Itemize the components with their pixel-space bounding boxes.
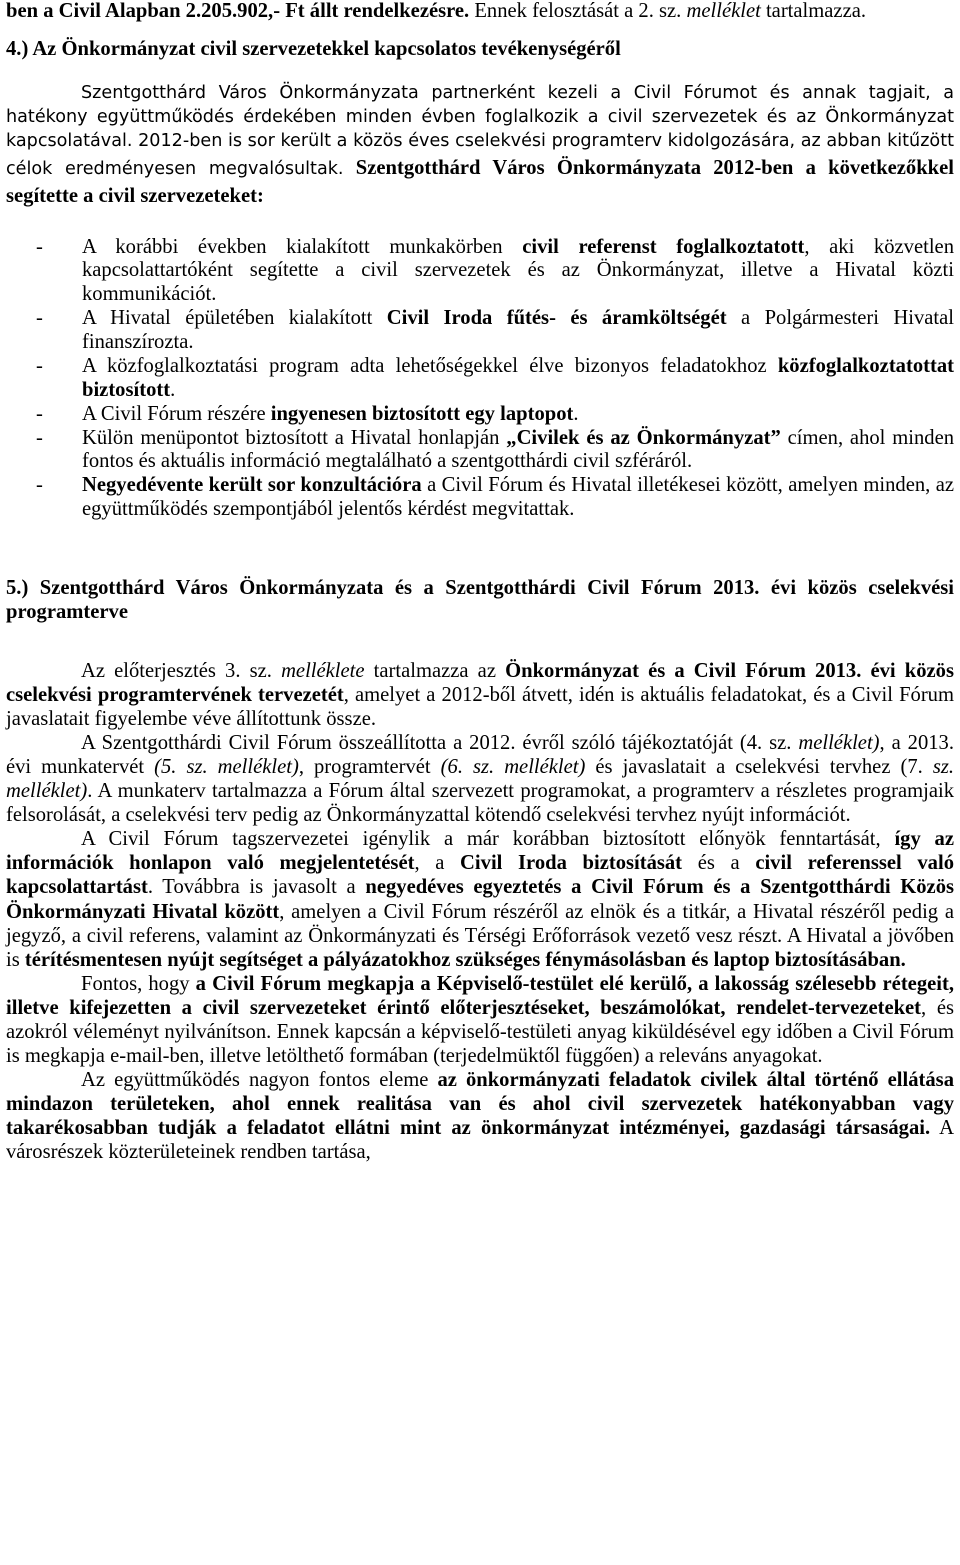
intro-bold: ben a Civil Alapban 2.205.902,- Ft állt rendelkezésre. (6, 0, 470, 22)
intro-italic: melléklet (686, 0, 761, 22)
italic-text: (6. sz. melléklet) (440, 755, 586, 778)
section-5-paragraph-2 (6, 731, 954, 827)
italic-text: sz. melléklet) (6, 755, 954, 803)
list-item-text: . (170, 378, 176, 401)
bold-text: az önkormányzati feladatok civilek által történő ellátása mindazon területeken, ahol ennek realitása van és ahol civil szervezetek hatékonyabban vagy takarékosabban tudják a feladatot ellátni mint az önkormányzat intézményei, gazdasági társaságai. (6, 1069, 954, 1140)
list-item (6, 427, 954, 475)
list-dash: - (36, 354, 43, 377)
text: A Civil Fórum tagszervezetei igénylik a már korábban biztosított előnyök fenntartását, (81, 828, 895, 851)
section-5-paragraph-1 (6, 659, 954, 731)
text: . A munkaterv tartalmazza a Fórum által szervezett programokat, a programterv a részletes programjaik felsorolását, a cselekvési terv pedig az Önkormányzattal kötendő cselekvési tervhez nyújt információt. (6, 780, 954, 827)
list-item-bold: „Civilek és az Önkormányzat” (506, 426, 781, 449)
section-5-heading: 5.) Szentgotthárd Város Önkormányzata és a Szentgotthárdi Civil Fórum 2013. évi közös cselekvési programterve (6, 577, 954, 624)
text: , amelyen a Civil Fórum részéről az elnök és a titkár, a Hivatal részéről pedig a jegyző, a civil referens, valamint az Önkormányzati és Térségi Erőforrások vezető vesz részt. A Hivatal a jövőben is (6, 900, 954, 971)
list-item-text: . (573, 402, 579, 425)
text: tartalmazza az (364, 659, 506, 682)
bold-text: térítésmentesen nyújt segítséget a pályázatokhoz szükséges fénymásolásban és laptop biztosításában. (24, 948, 906, 971)
list-item-text: A Hivatal épületében kialakított (82, 307, 387, 330)
section-4-heading: 4.) Az Önkormányzat civil szervezetekkel kapcsolatos tevékenységéről (6, 37, 621, 60)
list-item-bold: Negyedévente került sor konzultációra (82, 474, 422, 497)
support-list (6, 236, 954, 523)
text: Fontos, hogy (81, 972, 196, 995)
section-5-paragraph-5 (6, 1068, 954, 1164)
list-item-bold: ingyenesen biztosított egy laptopot (270, 402, 574, 425)
text: A Szentgotthárdi Civil Fórum összeállította a 2012. évről szóló tájékoztatóját (4. sz. (81, 731, 799, 754)
list-item (6, 474, 954, 522)
list-item-text: címen, ahol minden fontos és aktuális információ megtalálható a szentgotthárdi civil szféráról. (82, 426, 955, 473)
text: , amelyet a 2012-ből átvett, idén is aktuális feladatokat, és a Civil Fórum javaslatait figyelembe véve állítottunk össze. (6, 683, 955, 730)
section-4-bold-text: Szentgotthárd Város Önkormányzata 2012-ben a következőkkel segítette a civil szervezeteket: (6, 156, 954, 207)
section-4-paragraph (6, 82, 954, 210)
list-dash: - (36, 474, 43, 497)
text: és a (682, 852, 756, 875)
section-5-paragraph-3 (6, 827, 954, 972)
list-dash: - (36, 426, 43, 449)
italic-text: melléklete (281, 659, 365, 682)
text: , a (414, 852, 461, 875)
list-dash: - (36, 307, 43, 330)
list-item-text: A korábbi években kialakított munkakörben (82, 235, 523, 258)
list-dash: - (36, 402, 43, 425)
text: , programtervét (298, 755, 441, 778)
bold-text: a Civil Fórum megkapja a Képviselő-testület elé kerülő, a lakosság szélesebb rétegeit, illetve kifejezetten a civil szervezeteket érintő előterjesztéseket, beszámolókat, rendelet-tervezeteket (6, 972, 954, 1019)
text: és javaslatait a cselekvési tervhez (7. (585, 755, 933, 778)
text: A városrészek közterületeinek rendben tartása, (6, 1117, 954, 1164)
list-item-text: , aki közvetlen kapcsolattartóként segítette a civil szervezetek és az Önkormányzat, illetve a Hivatal közti kommunikációt. (82, 235, 954, 306)
bold-text: így az információk honlapon való megjelentetését (6, 828, 954, 875)
bold-text: civil referenssel való kapcsolattartást (6, 852, 954, 899)
list-item-text: Külön menüpontot biztosított a Hivatal honlapján (82, 426, 507, 449)
list-item (6, 307, 954, 355)
list-item-bold: közfoglalkoztatottat biztosított (82, 354, 954, 401)
list-item-text: A közfoglalkoztatási program adta lehetőségekkel élve bizonyos feladatokhoz (82, 354, 778, 377)
bold-text: Önkormányzat és a Civil Fórum 2013. évi közös cselekvési programtervének tervezetét (6, 659, 954, 706)
list-item (6, 236, 954, 308)
text: Az előterjesztés 3. sz. (81, 659, 282, 682)
italic-text: (5. sz. melléklet) (154, 755, 299, 778)
text: . Továbbra is javasolt a (147, 876, 366, 899)
list-item-text: A Civil Fórum részére (82, 402, 271, 425)
text: , és azokról véleményt nyilvánítson. Ennek kapcsán a képviselő-testületi anyag kiküldésével egy időben a Civil Fórum is megkapja e-mail-ben, illetve letölthető formában (terjedelmüktől függően) a releváns anyagokat. (6, 996, 955, 1068)
list-item-text: a Civil Fórum és Hivatal illetékesei között, amelyen minden, az együttműködés szempontjából jelentős kérdést megvitattak. (82, 474, 955, 521)
bold-text: negyedéves egyeztetés a Civil Fórum és a Szentgotthárdi Közös Önkormányzati Hivatal között (6, 876, 955, 923)
list-item-text: a Polgármesteri Hivatal finanszírozta. (82, 307, 954, 354)
section-5-paragraph-4 (6, 972, 954, 1068)
text: , a 2013. évi munkatervét (6, 731, 955, 778)
list-item (6, 403, 954, 427)
list-dash: - (36, 235, 43, 258)
list-item (6, 355, 954, 403)
italic-text: melléklet) (798, 731, 880, 754)
list-item-bold: Civil Iroda fűtés- és áramköltségét (386, 307, 727, 330)
intro-text: Ennek felosztását a 2. sz. (469, 0, 687, 22)
bold-text: Civil Iroda biztosítását (460, 852, 683, 875)
text: Az együttműködés nagyon fontos eleme (81, 1069, 438, 1092)
intro-paragraph (6, 0, 954, 24)
intro-end: tartalmazza. (760, 0, 866, 22)
list-item-bold: civil referenst foglalkoztatott (522, 235, 805, 258)
section-4-text: Szentgotthárd Város Önkormányzata partnerként kezeli a Civil Fórumot és annak tagjait, a hatékony együttműködés érdekében minden évben foglalkozik a civil szervezetek és az Önkormányzat kapcsolatával. 2012-ben is sor került a közös éves cselekvési programterv kidolgozására, az abban kitűzött célok eredményesen megvalósultak. (6, 82, 954, 179)
